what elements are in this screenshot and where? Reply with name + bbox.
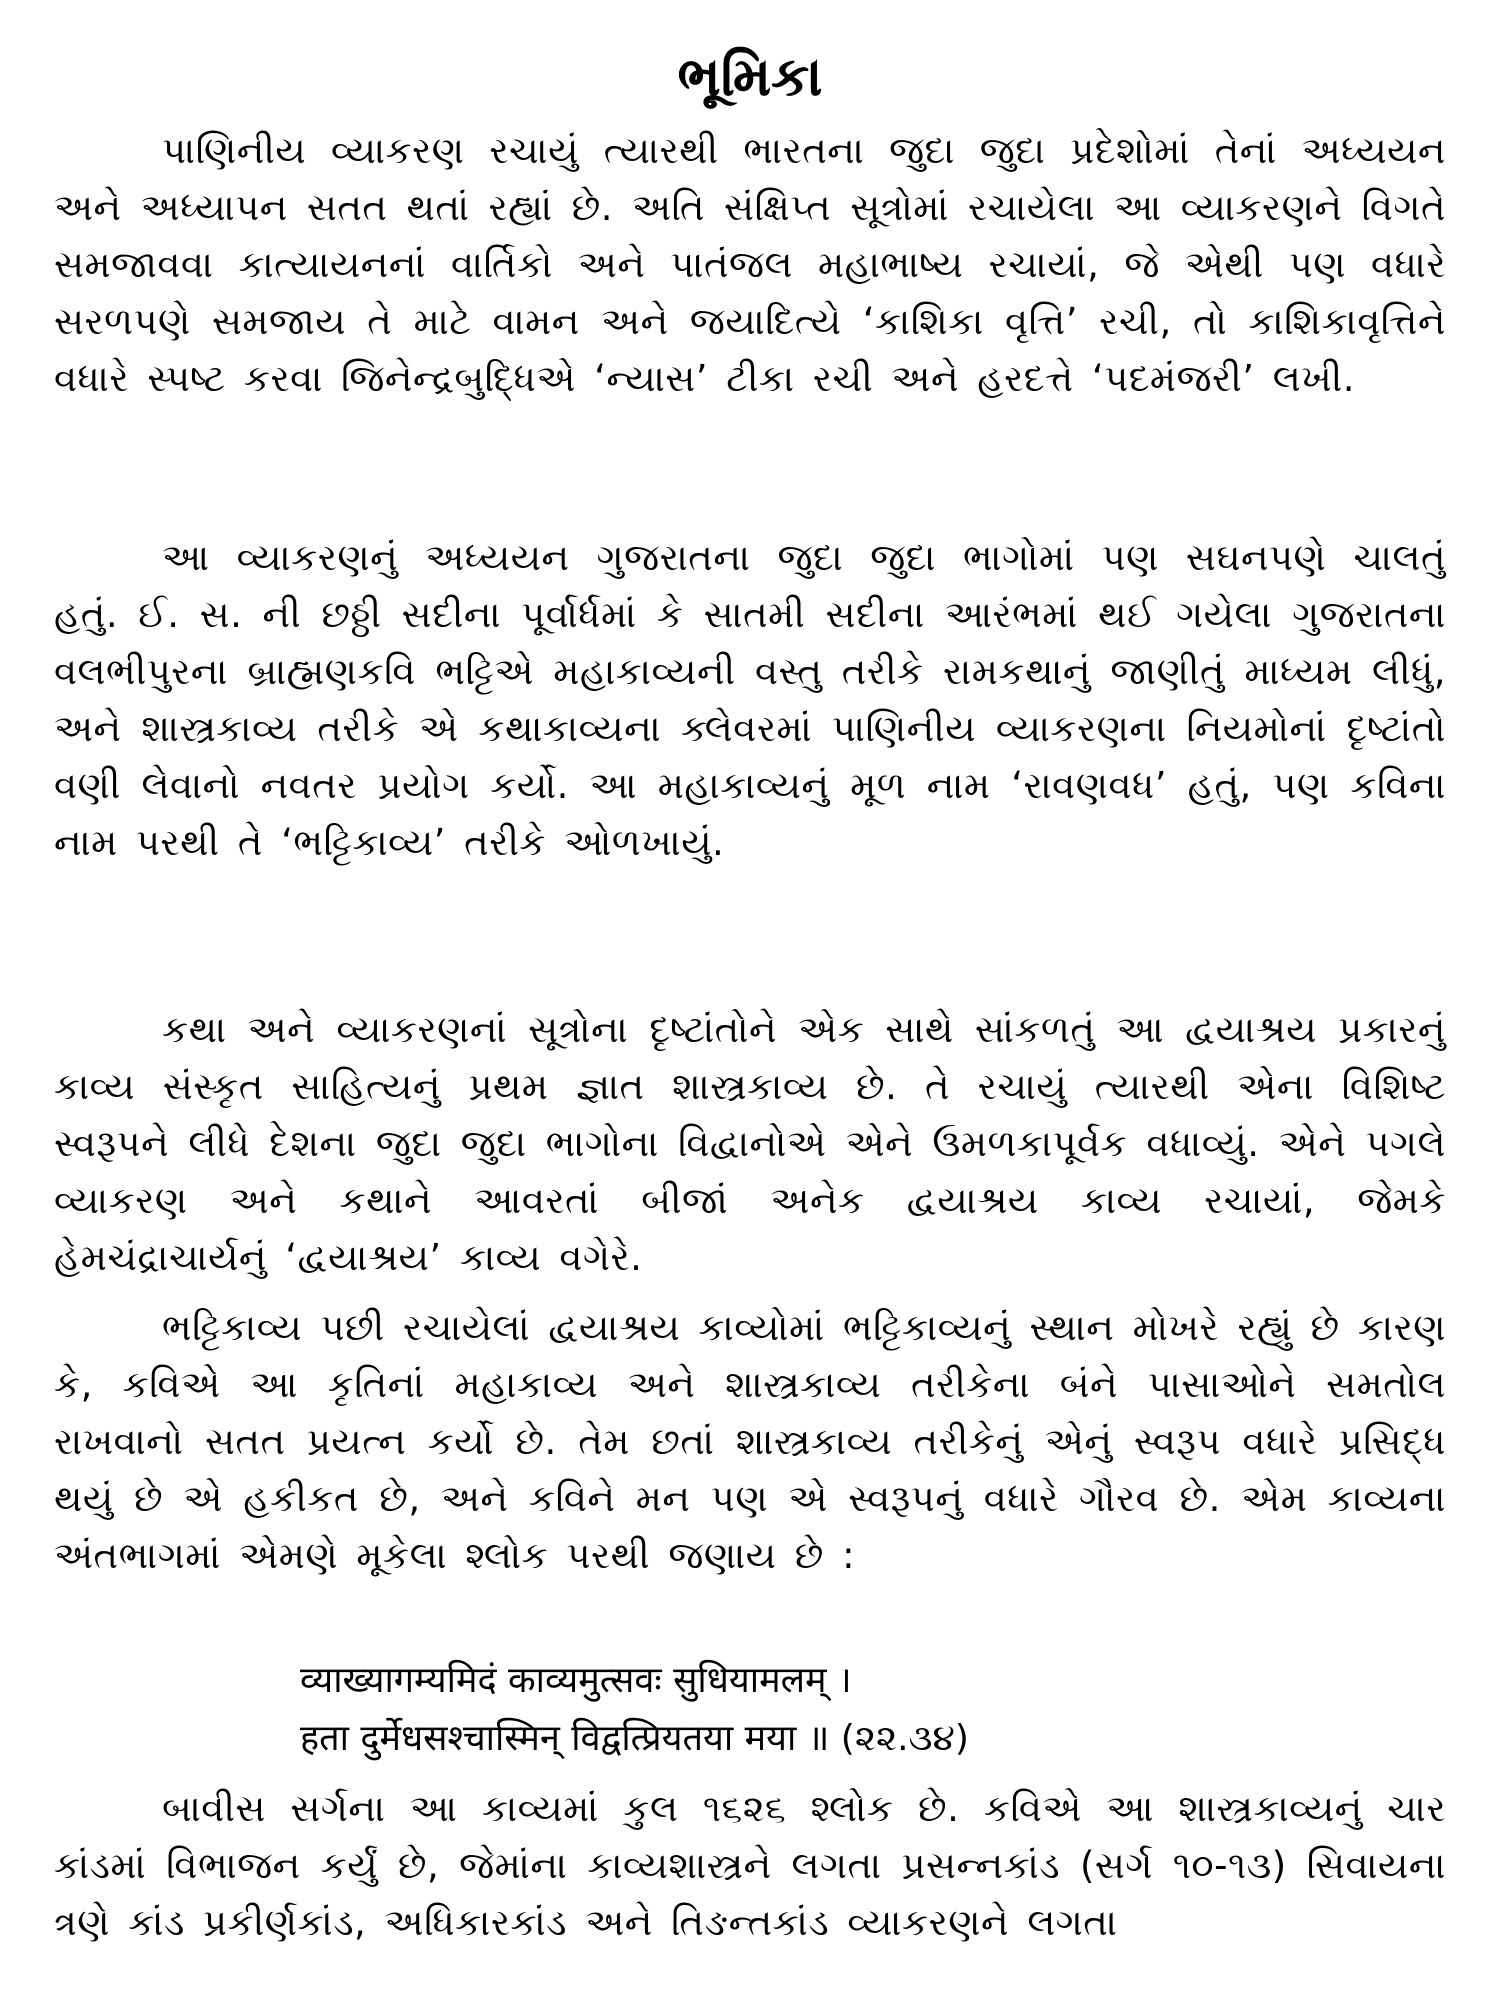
paragraph-5: બાવીસ સર્ગના આ કાવ્યમાં કુલ ૧૬૨૬ શ્લોક છે. કવિએ આ શાસ્ત્રકાવ્યનું ચાર કાંડમાં વિભાજન કર્યું છે, જેમાંના કાવ્યશાસ્ત્રને લગતા પ્રસન્નકાંડ (સર્ગ ૧૦-૧૩) સિવાયના ત્રણે કાંડ પ્રકીર્ણકાંડ, અધિકારકાંડ અને તિઙન્તકાંડ વ્યાકરણને લગતા: [54, 1787, 1446, 1944]
paragraph-1: પાણિનીય વ્યાકરણ રચાયું ત્યારથી ભારતના જુદા જુદા પ્રદેશોમાં તેનાં અધ્યયન અને અધ્યાપન સતત થતાં રહ્યાં છે. અતિ સંક્ષિપ્ત સૂત્રોમાં રચાયેલા આ વ્યાકરણને વિગતે સમજાવવા કાત્યાયનનાં વાર્તિકો અને પાતંજલ મહાભાષ્ય રચાયાં, જે એથી પણ વધારે સરળપણે સમજાય તે માટે વામન અને જયાદિત્યે ‘કાશિકા વૃત્તિ’ રચી, તો કાશિકાવૃત્તિને વધારે સ્પષ્ટ કરવા જિનેન્દ્રબુદ્ધિએ ‘ન્યાસ’ ટીકા રચી અને હરદત્તે ‘પદમંજરી’ લખી.: [54, 129, 1446, 400]
verse-line-1: व्याख्यागम्यमिदं काव्यमुत्सवः सुधियामलम् ।: [300, 1660, 852, 1701]
paragraph-2: આ વ્યાકરણનું અધ્યયન ગુજરાતના જુદા જુદા ભાગોમાં પણ સઘનપણે ચાલતું હતું. ઈ. સ. ની છઠ્ઠી સદીના પૂર્વાર્ધમાં કે સાતમી સદીના આરંભમાં થઈ ગયેલા ગુજરાતના વલભીપુરના બ્રાહ્મણકવિ ભટ્ટિએ મહાકાવ્યની વસ્તુ તરીકે રામકથાનું જાણીતું માધ્યમ લીધું, અને શાસ્ત્રકાવ્ય તરીકે એ કથાકાવ્યના ક્લેવરમાં પાણિનીય વ્યાકરણના નિયમોનાં દૃષ્ટાંતો વણી લેવાનો નવતર પ્રયોગ કર્યો. આ મહાકાવ્યનું મૂળ નામ ‘રાવણવધ’ હતું, પણ કવિના નામ પરથી તે ‘ભટ્ટિકાવ્ય’ તરીકે ઓળખાયું.: [54, 536, 1446, 864]
paragraph-3: કથા અને વ્યાકરણનાં સૂત્રોના દૃષ્ટાંતોને એક સાથે સાંકળતું આ દ્વયાશ્રય પ્રકારનું કાવ્ય સંસ્કૃત સાહિત્યનું પ્રથમ જ્ઞાત શાસ્ત્રકાવ્ય છે. તે રચાયું ત્યારથી એના વિશિષ્ટ સ્વરૂપને લીધે દેશના જુદા જુદા ભાગોના વિદ્વાનોએ એને ઉમળકાપૂર્વક વધાવ્યું. એને પગલે વ્યાકરણ અને કથાને આવરતાં બીજાં અનેક દ્વયાશ્રય કાવ્ય રચાયાં, જેમકે હેમચંદ્રાચાર્યનું ‘દ્વયાશ્રય’ કાવ્ય વગેરે.: [54, 1008, 1446, 1279]
paragraph-4: ભટ્ટિકાવ્ય પછી રચાયેલાં દ્વયાશ્રય કાવ્યોમાં ભટ્ટિકાવ્યનું સ્થાન મોખરે રહ્યું છે કારણ કે, કવિએ આ કૃતિનાં મહાકાવ્ય અને શાસ્ત્રકાવ્ય તરીકેના બંને પાસાઓને સમતોલ રાખવાનો સતત પ્રયત્ન કર્યો છે. તેમ છતાં શાસ્ત્રકાવ્ય તરીકેનું એનું સ્વરૂપ વધારે પ્રસિદ્ધ થયું છે એ હકીકત છે, અને કવિને મન પણ એ સ્વરૂપનું વધારે ગૌરવ છે. એમ કાવ્યના અંતભાગમાં એમણે મૂકેલા શ્લોક પરથી જણાય છે :: [54, 1306, 1446, 1577]
page-title: ભૂમિકા: [677, 45, 823, 108]
verse-line-2: हता दुर्मेधसश्चास्मिन् विद्वत्प्रियतया मया ॥ (૨૨.૩૪): [300, 1718, 969, 1759]
